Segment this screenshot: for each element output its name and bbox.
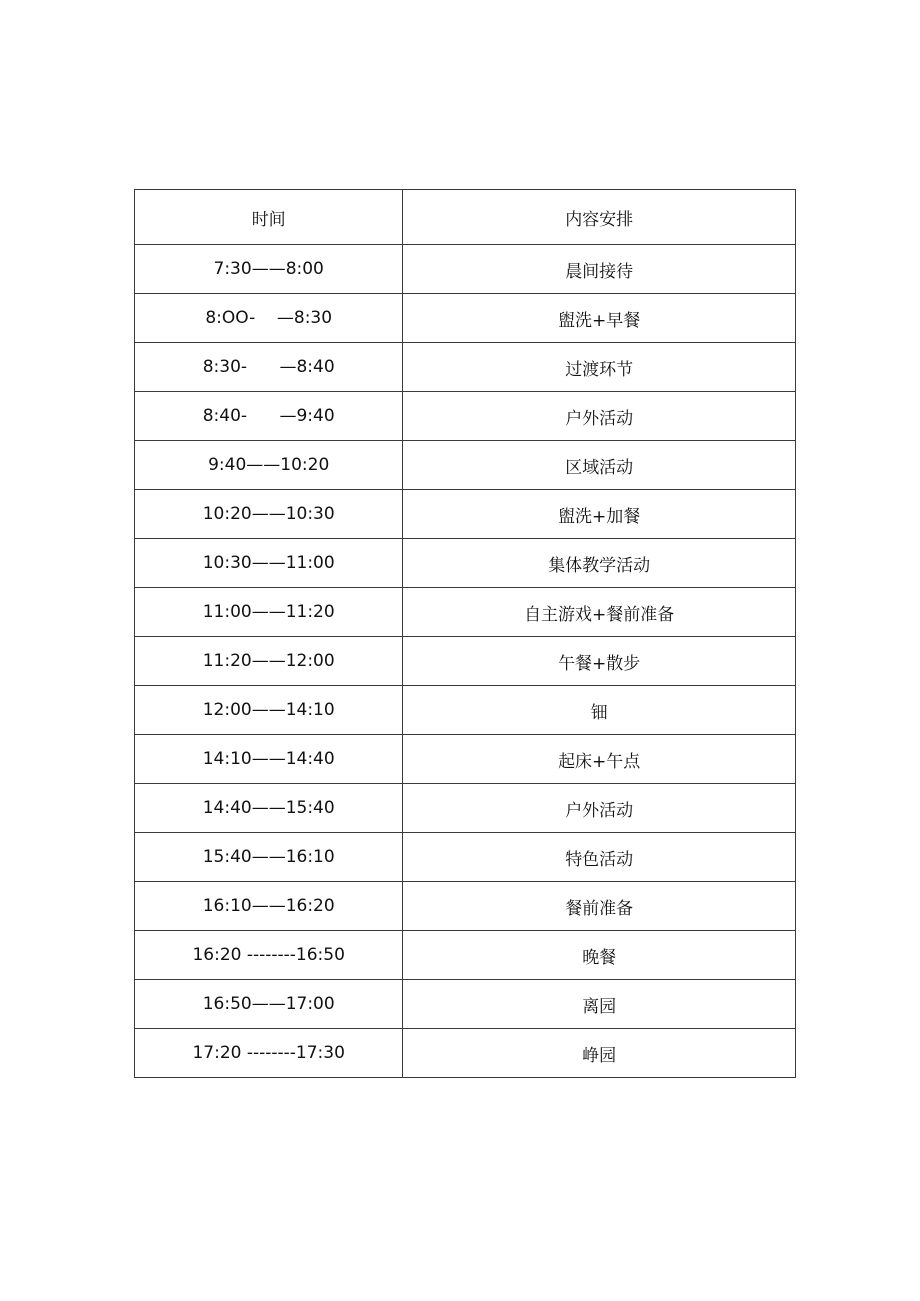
time-cell: 16:20 --------16:50 [135, 931, 403, 980]
time-cell: 12:00——14:10 [135, 686, 403, 735]
table-row [135, 686, 796, 735]
content-cell: 峥园 [403, 1029, 796, 1078]
time-cell: 14:10——14:40 [135, 735, 403, 784]
time-cell: 10:30——11:00 [135, 539, 403, 588]
table-row [135, 441, 796, 490]
content-cell: 午餐+散步 [403, 637, 796, 686]
table-row [135, 588, 796, 637]
content-cell: 盥洗+加餐 [403, 490, 796, 539]
time-cell: 7:30——8:00 [135, 245, 403, 294]
table-row [135, 343, 796, 392]
content-cell: 盥洗+早餐 [403, 294, 796, 343]
content-cell: 特色活动 [403, 833, 796, 882]
table-row [135, 392, 796, 441]
content-cell: 过渡环节 [403, 343, 796, 392]
table-row [135, 833, 796, 882]
table-row [135, 784, 796, 833]
time-cell: 17:20 --------17:30 [135, 1029, 403, 1078]
time-cell: 11:20——12:00 [135, 637, 403, 686]
content-cell: 户外活动 [403, 784, 796, 833]
daily-schedule-table [134, 189, 796, 1078]
content-cell: 起床+午点 [403, 735, 796, 784]
time-cell: 11:00——11:20 [135, 588, 403, 637]
time-cell: 8:40- —9:40 [135, 392, 403, 441]
table-row [135, 931, 796, 980]
table-row [135, 882, 796, 931]
time-cell: 9:40——10:20 [135, 441, 403, 490]
time-cell: 16:10——16:20 [135, 882, 403, 931]
time-cell: 15:40——16:10 [135, 833, 403, 882]
table-row [135, 245, 796, 294]
table-row [135, 294, 796, 343]
content-cell: 户外活动 [403, 392, 796, 441]
content-cell: 餐前准备 [403, 882, 796, 931]
content-cell: 区域活动 [403, 441, 796, 490]
content-cell: 晨间接待 [403, 245, 796, 294]
table-row [135, 490, 796, 539]
time-cell: 8:OO- —8:30 [135, 294, 403, 343]
time-cell: 16:50——17:00 [135, 980, 403, 1029]
time-cell: 14:40——15:40 [135, 784, 403, 833]
header-time: 时间 [135, 190, 403, 245]
table-row [135, 735, 796, 784]
content-cell: 自主游戏+餐前准备 [403, 588, 796, 637]
content-cell: 离园 [403, 980, 796, 1029]
table-header-row [135, 190, 796, 245]
table-row [135, 1029, 796, 1078]
header-content: 内容安排 [403, 190, 796, 245]
content-cell: 钿 [403, 686, 796, 735]
content-cell: 集体教学活动 [403, 539, 796, 588]
table-row [135, 980, 796, 1029]
table-row [135, 637, 796, 686]
time-cell: 8:30- —8:40 [135, 343, 403, 392]
content-cell: 晚餐 [403, 931, 796, 980]
time-cell: 10:20——10:30 [135, 490, 403, 539]
table-row [135, 539, 796, 588]
